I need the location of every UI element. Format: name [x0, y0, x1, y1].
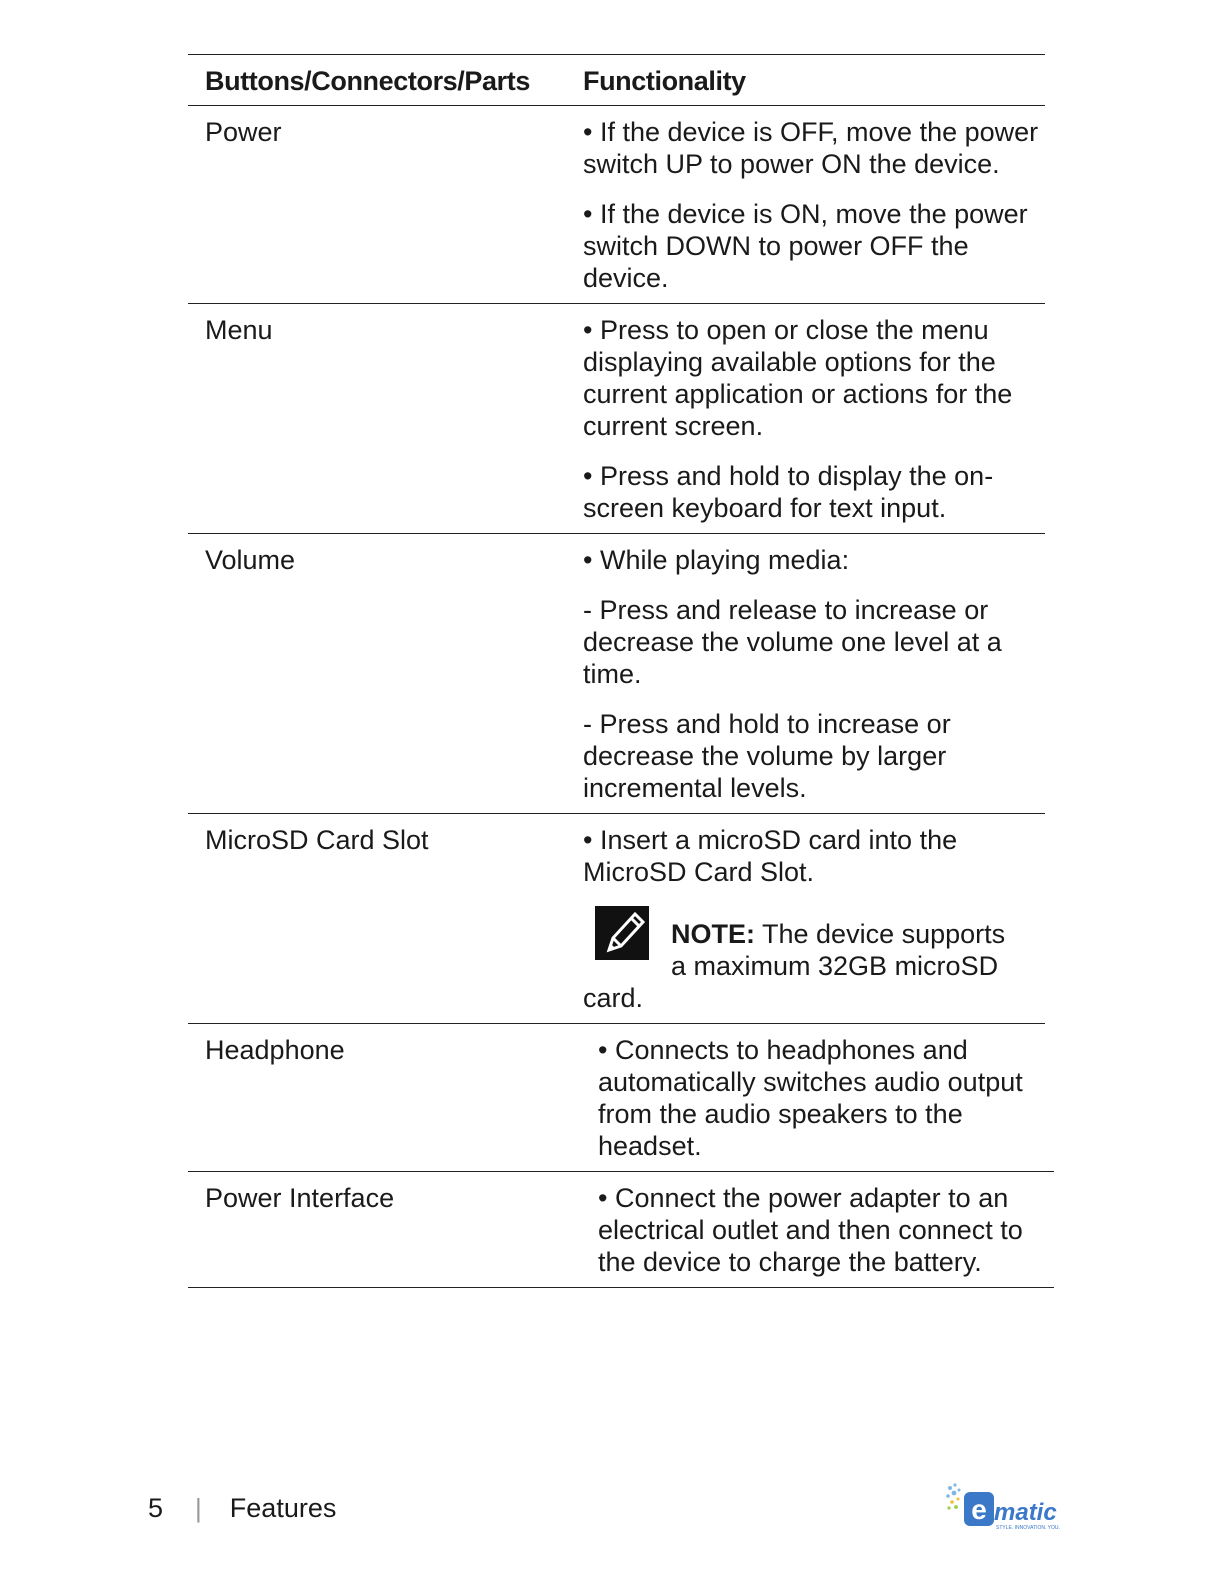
functionality-paragraph: • Press and hold to display the on-screen keyboard for text input. — [583, 461, 994, 523]
functionality-cell — [583, 534, 1045, 813]
part-name: MicroSD Card Slot — [205, 825, 429, 855]
functionality-paragraph: • Press to open or close the menu displaying available options for the current application or actions for the current screen. — [583, 315, 1013, 441]
part-name: Power — [205, 117, 282, 147]
table-row-power — [188, 106, 1045, 304]
buttons-functionality-table — [188, 54, 1045, 1288]
table-header-row — [188, 55, 1045, 106]
logo-wordmark: matic — [994, 1499, 1057, 1526]
table-row-headphone — [188, 1024, 1054, 1172]
note-text — [583, 906, 1045, 982]
note-line-2: a maximum 32GB microSD — [671, 951, 999, 981]
functionality-paragraph: - Press and release to increase or decrease the volume one level at a time. — [583, 595, 1002, 689]
functionality-cell — [583, 1024, 1054, 1171]
functionality-paragraph: • If the device is OFF, move the power switch UP to power ON the device. — [583, 117, 1039, 179]
footer-separator: | — [195, 1493, 202, 1523]
functionality-paragraph: • Connect the power adapter to an electrical outlet and then connect to the device to charge the battery. — [598, 1183, 1023, 1277]
part-name: Volume — [205, 545, 296, 575]
section-title: Features — [229, 1493, 337, 1523]
functionality-cell — [583, 304, 1045, 533]
part-name: Menu — [205, 315, 273, 345]
page-footer — [148, 1490, 336, 1526]
table-row-volume — [188, 534, 1045, 814]
functionality-cell — [583, 1172, 1054, 1287]
functionality-cell — [583, 106, 1045, 303]
table-row-power-interface — [188, 1172, 1054, 1288]
functionality-paragraph: • If the device is ON, move the power switch DOWN to power OFF the device. — [583, 199, 1028, 293]
table-row-menu — [188, 304, 1045, 534]
functionality-paragraph: - Press and hold to increase or decrease the volume by larger incremental levels. — [583, 709, 951, 803]
note-callout — [583, 906, 1045, 1014]
note-line-1: The device supports — [755, 919, 1006, 949]
svg-text:e: e — [971, 1494, 987, 1525]
logo-tagline: STYLE. INNOVATION. YOU. — [996, 1525, 1060, 1531]
table-row-microsd-card-slot — [188, 814, 1045, 1024]
part-name: Headphone — [205, 1035, 345, 1065]
note-line-3: card. — [583, 983, 644, 1013]
note-label: NOTE: — [671, 919, 755, 949]
header-functionality: Functionality — [583, 66, 746, 96]
functionality-paragraph: • While playing media: — [583, 545, 850, 575]
note-pencil-icon — [595, 906, 649, 960]
header-buttons-connectors-parts: Buttons/Connectors/Parts — [205, 66, 530, 96]
functionality-paragraph: • Connects to headphones and automatically switches audio output from the audio speakers to the headset. — [598, 1035, 1023, 1161]
part-name: Power Interface — [205, 1183, 395, 1213]
page-number: 5 — [148, 1493, 164, 1523]
functionality-cell — [583, 814, 1045, 1023]
functionality-paragraph: • Insert a microSD card into the MicroSD Card Slot. — [583, 825, 958, 887]
ematic-logo-icon — [944, 1480, 1066, 1532]
